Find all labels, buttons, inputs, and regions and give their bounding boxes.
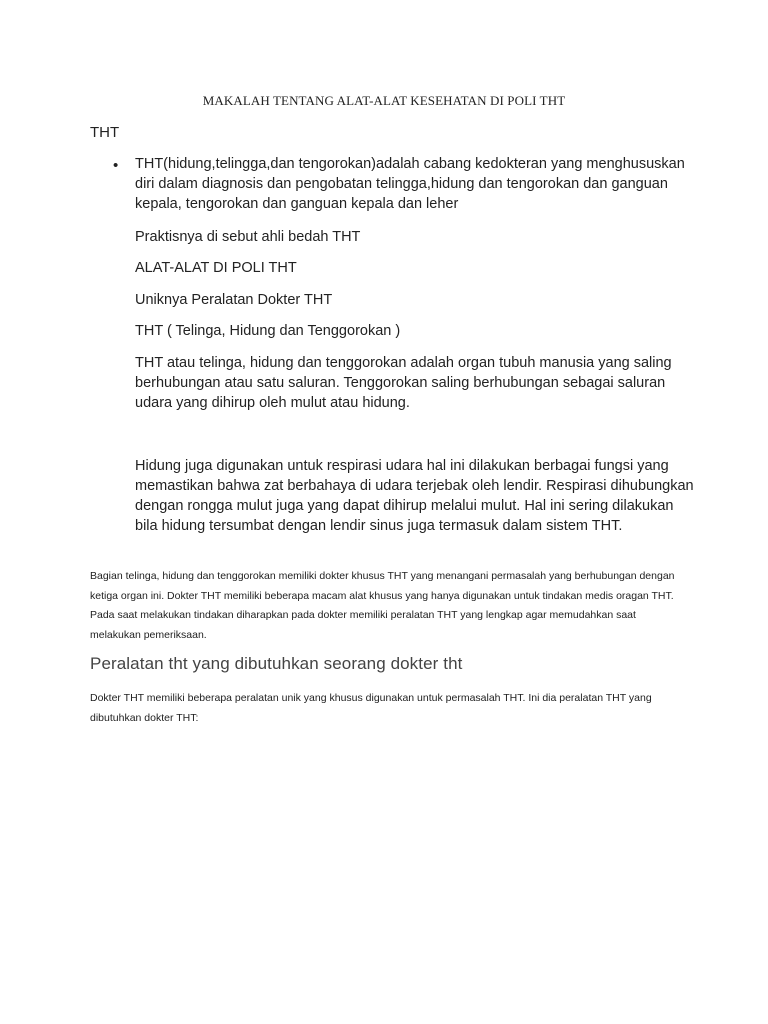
paragraph-nose-respiration: Hidung juga digunakan untuk respirasi udara hal ini dilakukan berbagai fungsi yang memastikan bahwa zat berbahaya di udara terjebak oleh lendir. Respirasi dihubungkan dengan rongga mulut juga yang dapat dihirup melalui mulut. Hal ini sering dilakukan bila hidung tersumbat dengan lendir sinus juga termasuk dalam sistem THT. bbox=[135, 458, 694, 534]
section-heading: THT bbox=[90, 124, 120, 141]
paragraph-specialist: Bagian telinga, hidung dan tenggorokan memiliki dokter khusus THT yang menangani permasalah yang berhubungan dengan ketiga organ ini. Dokter THT memiliki beberapa macam alat khusus yang hanya digunakan untuk tindakan medis oragan THT. Pada saat melakukan tindakan diharapkan pada dokter memiliki peralatan THT yang lengkap agar memudahkan saat melakukan pemeriksaan. bbox=[90, 570, 675, 641]
paragraph-tht-expansion: THT ( Telinga, Hidung dan Tenggorokan ) bbox=[135, 323, 401, 339]
paragraph-tools-heading: ALAT-ALAT DI POLI THT bbox=[135, 260, 297, 276]
paragraph-practice: Praktisnya di sebut ahli bedah THT bbox=[135, 229, 361, 245]
paragraph-organ-description: THT atau telinga, hidung dan tenggorokan adalah organ tubuh manusia yang saling berhubungan atau satu saluran. Tenggorokan saling berhubungan sebagai saluran udara yang dihirup oleh mulut atau hidung. bbox=[135, 355, 672, 411]
paragraph-equipment-intro: Dokter THT memiliki beberapa peralatan unik yang khusus digunakan untuk permasalah THT. Ini dia peralatan THT yang dibutuhkan dokter THT: bbox=[90, 692, 652, 724]
paragraph-unique-tools: Uniknya Peralatan Dokter THT bbox=[135, 292, 333, 308]
paragraph-definition: THT(hidung,telingga,dan tengorokan)adalah cabang kedokteran yang menghususkan diri dalam diagnosis dan pengobatan telingga,hidung dan tengorokan dan ganguan kepala, tengorokan dan ganguan kepala dan leher bbox=[135, 156, 685, 212]
section-subheading: Peralatan tht yang dibutuhkan seorang dokter tht bbox=[90, 654, 463, 673]
document-title: MAKALAH TENTANG ALAT-ALAT KESEHATAN DI POLI THT bbox=[202, 93, 566, 108]
bullet-marker: • bbox=[113, 157, 119, 174]
